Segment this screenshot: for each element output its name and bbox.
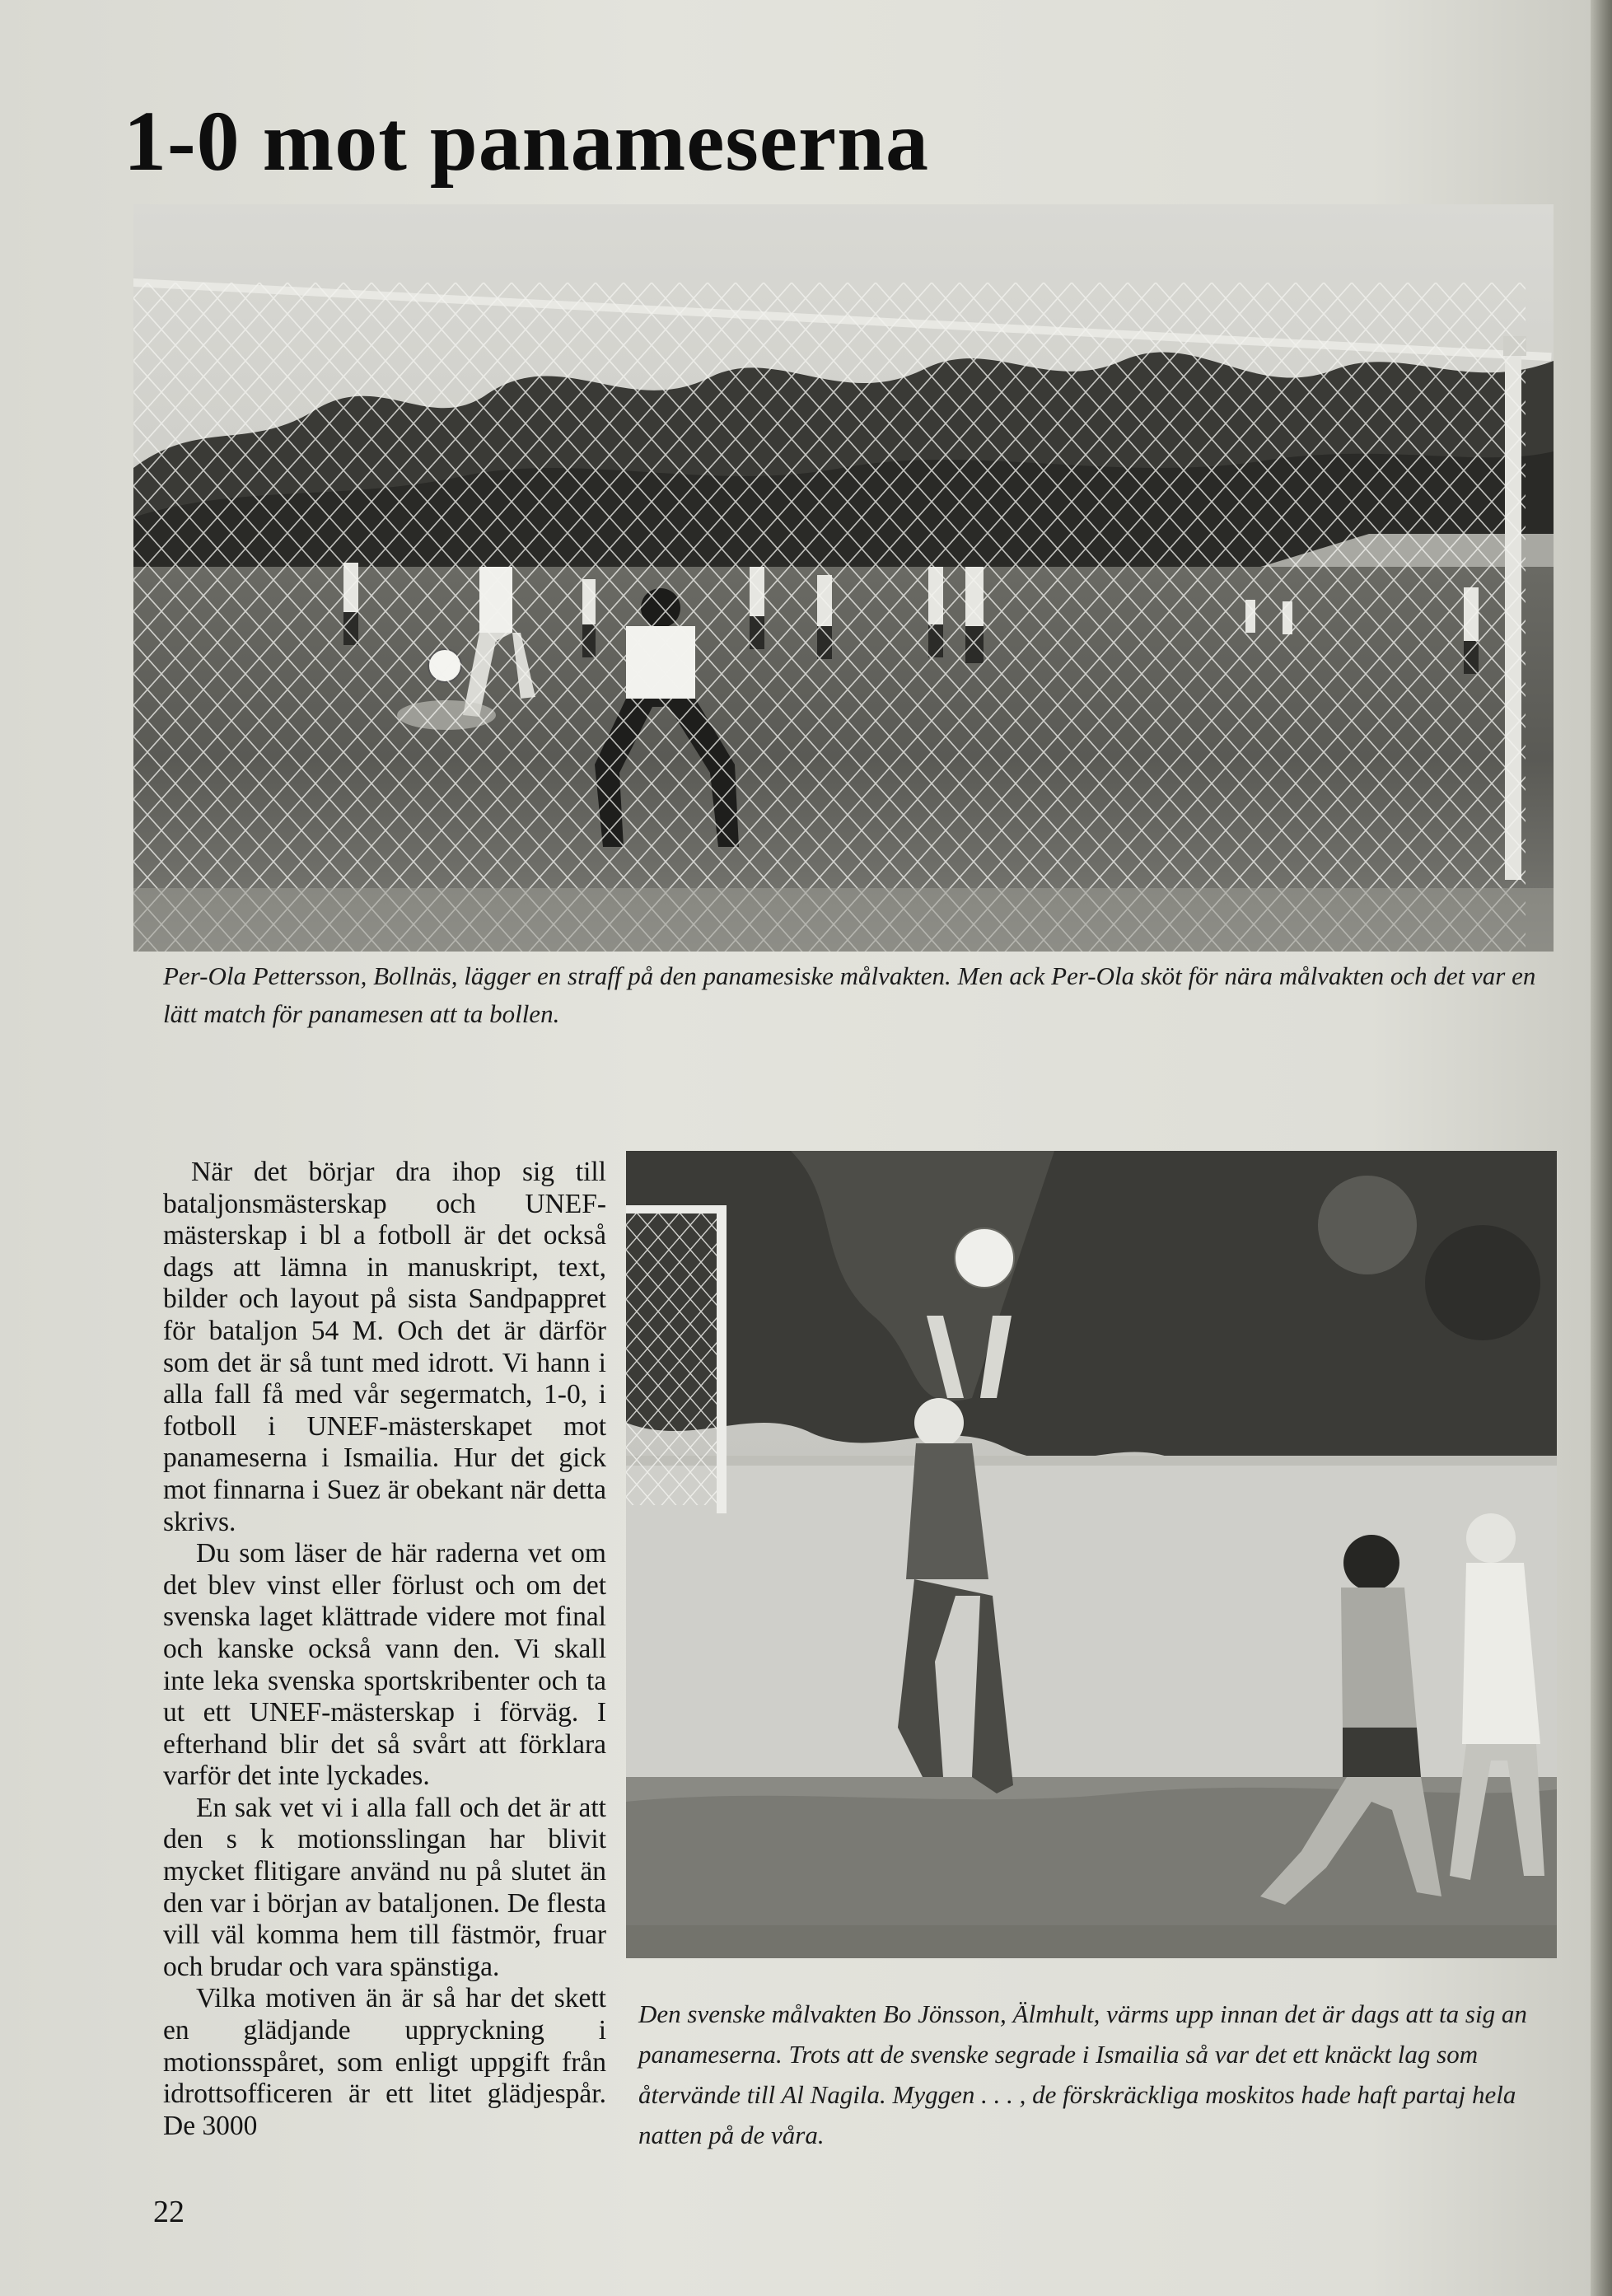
goalkeeper-warmup-photo xyxy=(626,1151,1557,1958)
goalkeeper-warmup-illustration xyxy=(626,1151,1557,1958)
penalty-kick-photo xyxy=(133,204,1554,952)
article-title: 1-0 mot panameserna xyxy=(124,94,930,189)
article-paragraph-2: Du som läser de här raderna vet om det blev vinst eller förlust och om det svenska laget klättrade videre mot final och kanske också vann den. Vi skall inte leka svenska sportskribenter och ta ut ett UNEF-mästerskap i förväg. I efterhand blir det så svårt att förklara varför det inte lyckades. xyxy=(163,1538,606,1792)
penalty-photo-caption: Per-Ola Pettersson, Bollnäs, lägger en straff på den panamesiske målvakten. Men ack Per-Ola sköt för nära målvakten och det var en lätt match för panamesen att ta bollen. xyxy=(163,961,1536,1028)
article-paragraph-3: En sak vet vi i alla fall och det är att den s k motionsslingan har blivit mycket flitigare använd nu på slutet än den var i början av bataljonen. De flesta vill väl komma hem till fästmör, fruar och brudar och vara spänstiga. xyxy=(163,1792,606,1982)
penalty-kick-illustration xyxy=(133,204,1554,952)
article-paragraph-4: Vilka motiven än är så har det skett en glädjande uppryckning i motionsspåret, som enligt uppgift från idrottsofficeren är ett litet glädjespår. De 3000 xyxy=(163,1983,606,2141)
page-number: 22 xyxy=(153,2195,185,2229)
article-body xyxy=(163,1157,606,2142)
goalkeeper-photo-caption: Den svenske målvakten Bo Jönsson, Älmhult, värms upp innan det är dags att ta sig an panameserna. Trots att de svenske segrade i Ismailia så var det ett knäckt lag som återvände till Al Nagila. Myggen . . . , de förskräckliga moskitos hade haft partaj hela natten på de våra. xyxy=(638,1999,1527,2149)
page-edge-shadow xyxy=(1591,0,1612,2296)
article-paragraph-1: När det börjar dra ihop sig till bataljonsmästerskap och UNEF-mästerskap i bl a fotboll är det också dags att lämna in manuskript, text, bilder och layout på sista Sandpappret för bataljon 54 M. Och det är därför som det är så tunt med idrott. Vi hann i alla fall få med vår segermatch, 1-0, i fotboll i UNEF-mästerskapet mot panameserna i Ismailia. Hur det gick mot finnarna i Suez är obekant när detta skrivs. xyxy=(163,1157,606,1537)
